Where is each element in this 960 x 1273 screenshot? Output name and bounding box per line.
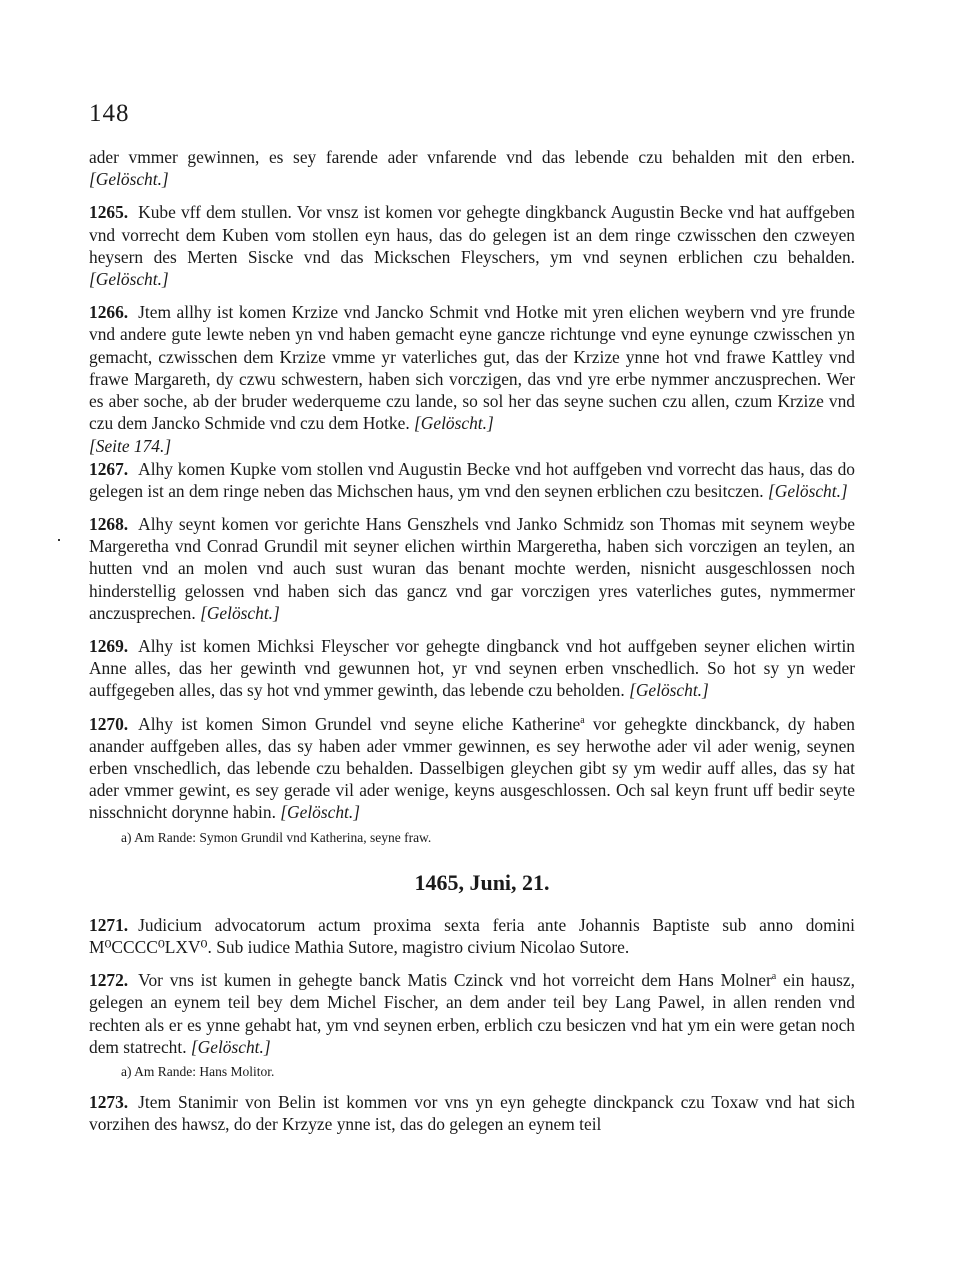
stray-mark [58,539,60,541]
deleted-note: [Gelöscht.] [768,480,848,501]
entry-text-start: Alhy ist komen Simon Grundel vnd seyne eliche Katherine [138,713,581,734]
footnote-marker: a [771,971,777,983]
entry-number: 1268. [89,514,129,535]
entry-text: Alhy seynt komen vor gerichte Hans Genszhels vnd Janko Schmidz son Thomas mit seynem weybe Margeretha vnd Conrad Grundil mit seyner elichen wirthin Margeretha, haben sich vorczigen an teylen, an hutten vnd an molen vnd auch sust wuran das benant mochte werden, nisnicht ausgeschlossen noch hinderstellig gelossen vnd haben sich das gancz vnd gar vorczigen yres vaterliches gutes, nymmermer anczusprechen. [89,514,855,623]
entry-1267 [89,458,855,502]
deleted-note: [Gelöscht.] [89,169,169,190]
entry-number: 1272. [89,970,129,991]
preamble-paragraph [89,146,855,190]
entry-1266 [89,301,855,434]
entry-1268 [89,513,855,624]
entry-1271 [89,914,855,958]
entry-1270 [89,713,855,824]
entry-number: 1267. [89,458,129,479]
entry-text-end: ein hausz, gelegen an eynem teil bey dem Michel Fischer, an dem ander teil bey Lang Pawel, in allen renden vnd rechten als er es ynne gehabt hat, ym vnd seynen erben, erblich czu besiczen vnd hat ym ein were getan noch dem statrecht. [89,970,856,1057]
footnote-marker: a [580,714,585,726]
entry-number: 1266. [89,302,129,323]
deleted-note: [Gelöscht.] [414,413,494,434]
entry-1269 [89,635,855,702]
deleted-note: [Gelöscht.] [200,602,280,623]
entry-number: 1265. [89,202,129,223]
deleted-note: [Gelöscht.] [629,680,709,701]
footnote: a) Am Rande: Symon Grundil vnd Katherina, seyne fraw. [121,829,432,845]
entry-number: 1270. [89,713,129,734]
entry-text: Kube vff dem stullen. Vor vnsz ist komen vor gehegte dingkbanck Augustin Becke vnd hat auffgeben vnd vorrecht dem Kuben vom stollen eyn haus, das do gelegen ist an dem ringe czwisschen den czweyen heysern des Merten Siscke vnd das Mickschen Fleyschers, ym vnd seynen erblichen czu behalden. [89,202,855,267]
deleted-note: [Gelöscht.] [280,802,360,823]
entry-number: 1271. [89,914,129,935]
body-text [89,146,855,1146]
entry-1273 [89,1091,855,1135]
entry-number: 1273. [89,1091,129,1112]
entry-text-start: Vor vns ist kumen in gehegte banck Matis Czinck vnd hot vorreicht dem Hans Molner [138,970,772,991]
deleted-note: [Gelöscht.] [89,269,169,290]
deleted-note: [Gelöscht.] [190,1036,271,1057]
entry-text: Alhy komen Kupke vom stollen vnd Augustin Becke vnd hot auffgeben vnd vorrecht das haus, das do gelegen ist an dem ringe neben das Michschen haus, ym vnd den seynen erblichen czu besitczen. [89,458,855,501]
page-reference: [Seite 174.] [89,436,172,457]
entry-text: Judicium advocatorum actum proxima sexta feria ante Johannis Baptiste sub anno domini M⁰CCCC⁰LXV⁰. Sub iudice Mathia Sutore, magistro civium Nicolao Sutore. [89,914,855,957]
entry-text: Jtem allhy ist komen Krzize vnd Jancko Schmit vnd Hotke mit yren elichen weybern vnd yre frunde vnd andere gute lewte neben yn vnd haben gemacht eyne gancze richtunge vnd eyne eynunge czwisschen yn gemacht, czwisschen dem Krzize vmme yr vaterliches gut, das der Krzize ynne hot vnd frawe Kattley vnd frawe Margareth, dy czwu schwestern, haben sich vorczigen, das vnd yre erbe nymmer anczusprechen. Wer es aber soche, ab der bruder wederqueme czu lande, so sol her das seyne suchen czu allen, czum Krzize vnd czu dem Jancko Schmide vnd czu dem Hotke. [89,302,855,434]
entry-text: Jtem Stanimir von Belin ist kommen vor vns yn eyn gehegte dinckpanck czu Toxaw vnd hat sich vorzihen des hawsz, do der Krzyze ynne ist, das do gelegen an eynem teil [89,1091,855,1135]
entry-number: 1269. [89,636,129,657]
entry-1265 [89,201,855,290]
entry-text-end: vor gehegkte dinckbanck, dy haben anander auffgeben alles, das sy haben ader vmmer gewinnen, es sey herwothe ader vil ader wenig, seynen erben vnschedlich, das lebende czu behalden. Dasselbigen gleychen gibt sy ym wedir auff alles, das sy hat ader vmmer gewint, es sey gerade vil ader wenige, keyns ausgeschlossen. Och sal keyn frunt uff bedir seyte nisschnicht dorynne habin. [89,713,856,823]
entry-1272 [89,969,855,1058]
footnote: a) Am Rande: Hans Molitor. [121,1063,275,1079]
entry-text: Alhy ist komen Michksi Fleyscher vor gehegte dingbanck vnd hot auffgeben seyner elichen wirtin Anne alles, das her gewinth vnd gewunnen hot, yr vnd seynen erben vnschedlich. So hot sy yn weder auffgegeben alles, das sy hot vnd ymmer gewinth, das lebende czu beholden. [89,636,855,701]
section-heading: 1465, Juni, 21. [414,869,550,895]
preamble-text: ader vmmer gewinnen, es sey farende ader vnfarende vnd das lebende czu behalden mit den erben. [89,147,855,167]
page-number: 148 [89,100,130,127]
